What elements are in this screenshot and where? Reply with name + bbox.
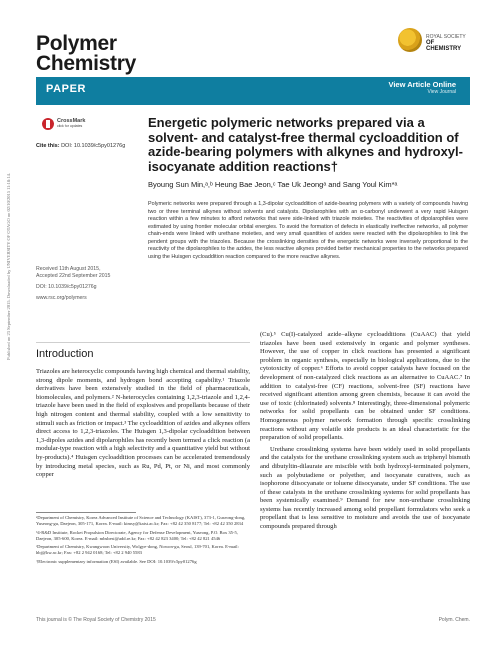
view-article-online-link[interactable] [388,80,456,95]
dates-doi[interactable]: DOI: 10.1039/c5py01276g [36,284,97,290]
introduction-heading: Introduction [36,348,94,360]
article-type-label: PAPER [46,83,87,95]
rsc-logo-line1: ROYAL SOCIETY [426,34,466,40]
rsc-logo-line2: OF CHEMISTRY [426,40,462,52]
journal-title-line2: Chemistry [36,52,137,75]
article-authors: Byoung Sun Min,ᵃ,ᵇ Heung Bae Jeon,ᶜ Tae Uk Jeongᵃ and Sang Youl Kim*ᵃ [148,180,398,189]
article-abstract: Polymeric networks were prepared through a 1,3-dipolar cycloaddition of azide-bearing polymers with a variety of compounds having two or three terminal alkynes without solvents and catalysts. Dipolarophiles with an α-carbonyl underwent a very rapid Huisgen reaction within a few minutes to afford networks that were side-linked with triazole moieties. The reactivities of dipolarophiles were estimated by using frontier molecular orbital energies. To avoid the formation of defects in elastically ineffective networks, all polymer chain-ends were linked with urethane moieties, and very small quantities of azides were reacted with the dipolarophiles to link the pendent groups with the triazoles. Because the crosslinking densities of the energetic networks were inversely proportional to the reactivity of the dipolarophiles to the azides, the less reactive alkynes provided better mechanical properties to the networks prepared using the Huisgen cycloaddition reaction compared to the more reactive alkynes. [148,201,468,260]
footnote-esi: †Electronic supplementary information (ESI) available. See DOI: 10.1039/c5py01276g [36,558,197,564]
rsc-logo [398,26,470,66]
journal-title-line1: Polymer [36,32,117,55]
cite-line [36,143,125,149]
crossmark-sublabel: click for updates [57,124,83,128]
view-article-online-text: View Article Online [388,80,456,89]
rsc-emblem-icon [398,28,422,52]
body-paragraph: Urethane crosslinking systems have been widely used in solid propellants and the catalysts for the urethane crosslinking system such as triphenyl bismuth and dibutyltin-dilaurate are miscible with both hydroxyl-terminated polymers, such as polybutadiene or polyether, and isocyanate curatives, such as isophorone diisocyanate or toluene diisocyanate, under SF conditions. The use of these catalysts in the urethane crosslinking systems for solid propellants has been systemically examined.⁹ Demand for new non-urethane crosslinking systems has recently increased among solid propellant formulators who seek a propellant that is less sensitive to moisture and avoids the use of isocyanate compounds prepared through [260,445,470,531]
body-column-left [36,368,250,480]
view-journal-link[interactable]: View Journal [427,89,456,95]
cite-label: Cite this: [36,143,60,149]
footer-journal-abbrev: Polym. Chem. [438,617,470,623]
download-watermark [6,110,16,370]
received-date: Received 11th August 2015, [36,266,101,272]
article-dates [36,266,136,302]
crossmark-label: CrossMark [57,118,86,124]
page-footer [36,617,470,623]
download-watermark-text: Published on 23 September 2015. Downloaded by UNIVERSITY OF OTAGO on 02/10/2015 11:18:14. [6,172,11,360]
rsc-logo-text [426,34,470,52]
article-title: Energetic polymeric networks prepared via a solvent- and catalyst-free thermal cycloaddition of azide-bearing polymers with alkynes and hydroxyl-isocyanate addition reactions† [148,115,463,174]
body-column-right [260,331,470,532]
journal-title [36,34,136,74]
footer-copyright: This journal is © The Royal Society of Chemistry 2015 [36,617,156,623]
footnote-affiliation-c: ᶜDepartment of Chemistry, Kwangwoon University, Wolgye-dong, Nowon-gu, Seoul, 139-701, Korea. E-mail: hbj@kw.ac.kr; Fax: +82 2 942 0168; Tel: +82 2 940 5583 [36,544,239,556]
footnotes [36,515,250,567]
footnote-affiliation-b: ᵇ4-R&D Institute, Rocket Propulsion Directorate, Agency for Defense Development, Yuseong, P.O. Box 35-5, Daejeon, 305-600, Korea. E-mail: mbsbest@add.re.kr; Fax: +82 42 823 3400; Tel: +82 42 821 4546 [36,529,238,541]
journal-url[interactable]: www.rsc.org/polymers [36,295,87,301]
body-paragraph: Triazoles are heterocyclic compounds having high chemical and thermal stability, strong dipole moments, and hydrogen bond accepting capability.¹ Triazole derivatives have been extensively studied in the field of pharmaceuticals, biomolecules, and polymers.² N-heterocycles containing 1,2,3-triazole and 1,2,4-triazole have been used in the field of explosives and propellants because of their high nitrogen content and thermal stability, coupled with a low sensitivity to stimuli such as friction or impact.³ The cycloaddition of azides and alkynes offers direct access to 1,2,3-triazoles. The Huisgen 1,3-dipolar cycloaddition between 1,3-dipoles azides and dipolarophiles has recently been termed a click reaction (a modular-type reaction with a high selectivity and a quantitative yield but without by-products).⁴ Huisgen cycloaddition processes can be accelerated tremendously by introducing metal species, such as Ru, Pd, Pt, or Ni, and most commonly copper [36,368,250,479]
cite-doi[interactable]: DOI: 10.1039/c5py01276g [61,143,126,149]
crossmark-text [57,119,85,129]
body-paragraph: (Cu).⁵ Cu(I)-catalyzed azide–alkyne cycloadditions (CuAAC) that yield triazoles have been used extensively in organic and polymer syntheses. However, the use of copper in click reactions has presented a significant problem in organic synthesis, especially in biological applications, due to the cytotoxicity of copper.⁶ Efforts to avoid copper catalysts have focused on the development of non-catalyzed click reactions as an alternative to CuAAC.⁷ In addition to catalyst-free (CF) reactions, solvent-free (SF) reactions have received significant attention among green chemists, because it can avoid the use of toxic (chlorinated) solvents.⁸ Interestingly, three-dimensional polymeric networks for solid propellants can be obtained under SF conditions. Homogeneous polymer network formation through specific crosslinking reactions without any volatile side products is an ideal characteristic for the preparation of solid propellants. [260,331,470,442]
accepted-date: Accepted 22nd September 2015 [36,273,111,279]
footnote-divider [36,512,136,513]
article-type-banner [36,77,470,105]
footnote-affiliation-a: ᵃDepartment of Chemistry, Korea Advanced Institute of Science and Technology (KAIST), 373-1, Guseong-dong, Yuseong-gu, Daejeon, 305-171, Korea. E-mail: kimsy@kaist.ac.kr; Fax: +82 42 350 8177; Tel: +82 42 350 2834 [36,515,246,527]
crossmark-badge[interactable] [42,118,88,132]
crossmark-icon [42,118,54,130]
section-divider [36,342,250,343]
